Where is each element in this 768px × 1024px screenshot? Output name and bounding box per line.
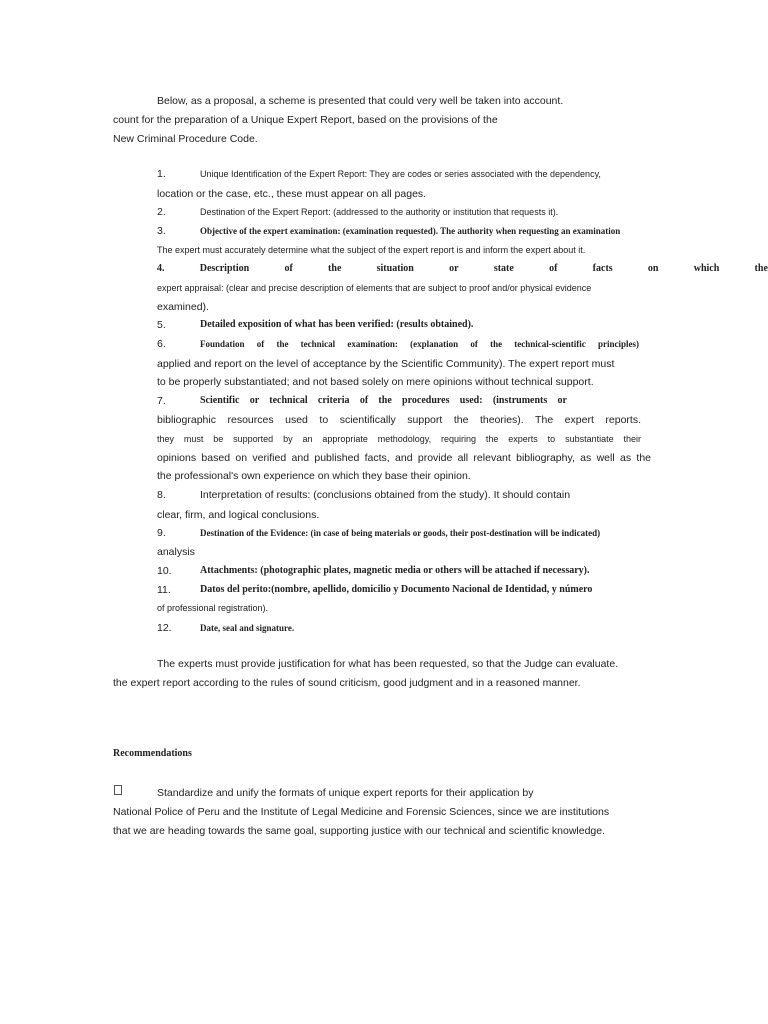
- item-word: Description: [199, 263, 250, 274]
- item-text: opinions based on verified and published facts, and provide all relevant bibliography, as well as the: [157, 452, 651, 464]
- item-text: expert appraisal: (clear and precise description of elements that are subject to proof and/or physical evidence: [157, 283, 592, 293]
- item-number: 4.: [157, 263, 165, 274]
- item-text: Destination of the Evidence: (in case of being materials or goods, their post-destination will be indicated): [200, 528, 601, 538]
- item-text: bibliographic resources used to scientifically support the theories). The expert reports.: [157, 414, 641, 426]
- item-4-heading-row: [157, 262, 768, 276]
- item-number: 1.: [157, 168, 166, 180]
- item-word: of: [549, 263, 558, 274]
- item-text: The expert must accurately determine what the subject of the expert report is and inform the expert about it.: [157, 245, 586, 255]
- item-text: Foundation of the technical examination: (explanation of the technical-scientific principles): [200, 339, 639, 349]
- item-text: they must be supported by an appropriate methodology, requiring the experts to substantiate their: [157, 434, 641, 444]
- item-text: Datos del perito:(nombre, apellido, domicilio y Documento Nacional de Identidad, y número: [200, 584, 593, 595]
- item-number: 8.: [157, 489, 166, 501]
- item-word: situation: [376, 263, 414, 274]
- intro-line: count for the preparation of a Unique Expert Report, based on the provisions of the: [113, 114, 498, 126]
- item-word: the: [754, 263, 768, 274]
- recommendation-line: that we are heading towards the same goal, supporting justice with our technical and scientific knowledge.: [113, 825, 606, 837]
- recommendations-heading: Recommendations: [113, 748, 192, 759]
- item-text: Objective of the expert examination: (examination requested). The authority when requesting an examination: [200, 226, 621, 236]
- item-number: 5.: [157, 319, 166, 331]
- item-text: the professional's own experience on which they base their opinion.: [157, 470, 471, 482]
- item-text: analysis: [157, 546, 195, 558]
- item-text: to be properly substantiated; and not based solely on mere opinions without technical support.: [157, 376, 594, 388]
- item-number: 3.: [157, 225, 166, 237]
- item-number: 10.: [157, 565, 172, 577]
- item-text: Detailed exposition of what has been verified: (results obtained).: [200, 319, 474, 330]
- item-text: clear, firm, and logical conclusions.: [157, 509, 320, 521]
- item-word: the: [328, 263, 342, 274]
- item-number: 9.: [157, 527, 166, 539]
- item-number: 12.: [157, 622, 172, 634]
- bullet-icon: [114, 785, 122, 795]
- item-word: state: [493, 263, 514, 274]
- item-text: applied and report on the level of acceptance by the Scientific Community). The expert report must: [157, 358, 615, 370]
- intro-line: Below, as a proposal, a scheme is presented that could very well be taken into account.: [157, 95, 564, 107]
- closing-line: the expert report according to the rules of sound criticism, good judgment and in a reasoned manner.: [113, 677, 581, 689]
- item-text: Destination of the Expert Report: (addressed to the authority or institution that requests it).: [200, 207, 559, 217]
- item-text: examined).: [157, 301, 209, 313]
- item-text: of professional registration).: [157, 603, 269, 613]
- item-word: on: [647, 263, 659, 274]
- item-word: facts: [592, 263, 613, 274]
- closing-line: The experts must provide justification for what has been requested, so that the Judge can evaluate.: [157, 658, 619, 670]
- item-word: or: [449, 263, 459, 274]
- item-number: 2.: [157, 206, 166, 218]
- item-number: 7.: [157, 395, 166, 407]
- recommendation-line: National Police of Peru and the Institute of Legal Medicine and Forensic Sciences, since we are institutions: [113, 806, 610, 818]
- intro-line: New Criminal Procedure Code.: [113, 133, 258, 145]
- recommendation-line: Standardize and unify the formats of unique expert reports for their application by: [157, 787, 534, 799]
- item-number: 6.: [157, 338, 166, 350]
- item-text: Interpretation of results: (conclusions obtained from the study). It should contain: [200, 489, 571, 501]
- item-text: Date, seal and signature.: [200, 623, 295, 633]
- item-text: location or the case, etc., these must appear on all pages.: [157, 188, 427, 200]
- item-text: Unique Identification of the Expert Report: They are codes or series associated with the dependency,: [200, 169, 601, 179]
- item-text: Attachments: (photographic plates, magnetic media or others will be attached if necessary).: [200, 565, 590, 576]
- item-word: which: [693, 263, 720, 274]
- item-number: 11.: [157, 584, 171, 596]
- item-text: Scientific or technical criteria of the procedures used: (instruments or: [200, 395, 567, 406]
- item-word: of: [284, 263, 293, 274]
